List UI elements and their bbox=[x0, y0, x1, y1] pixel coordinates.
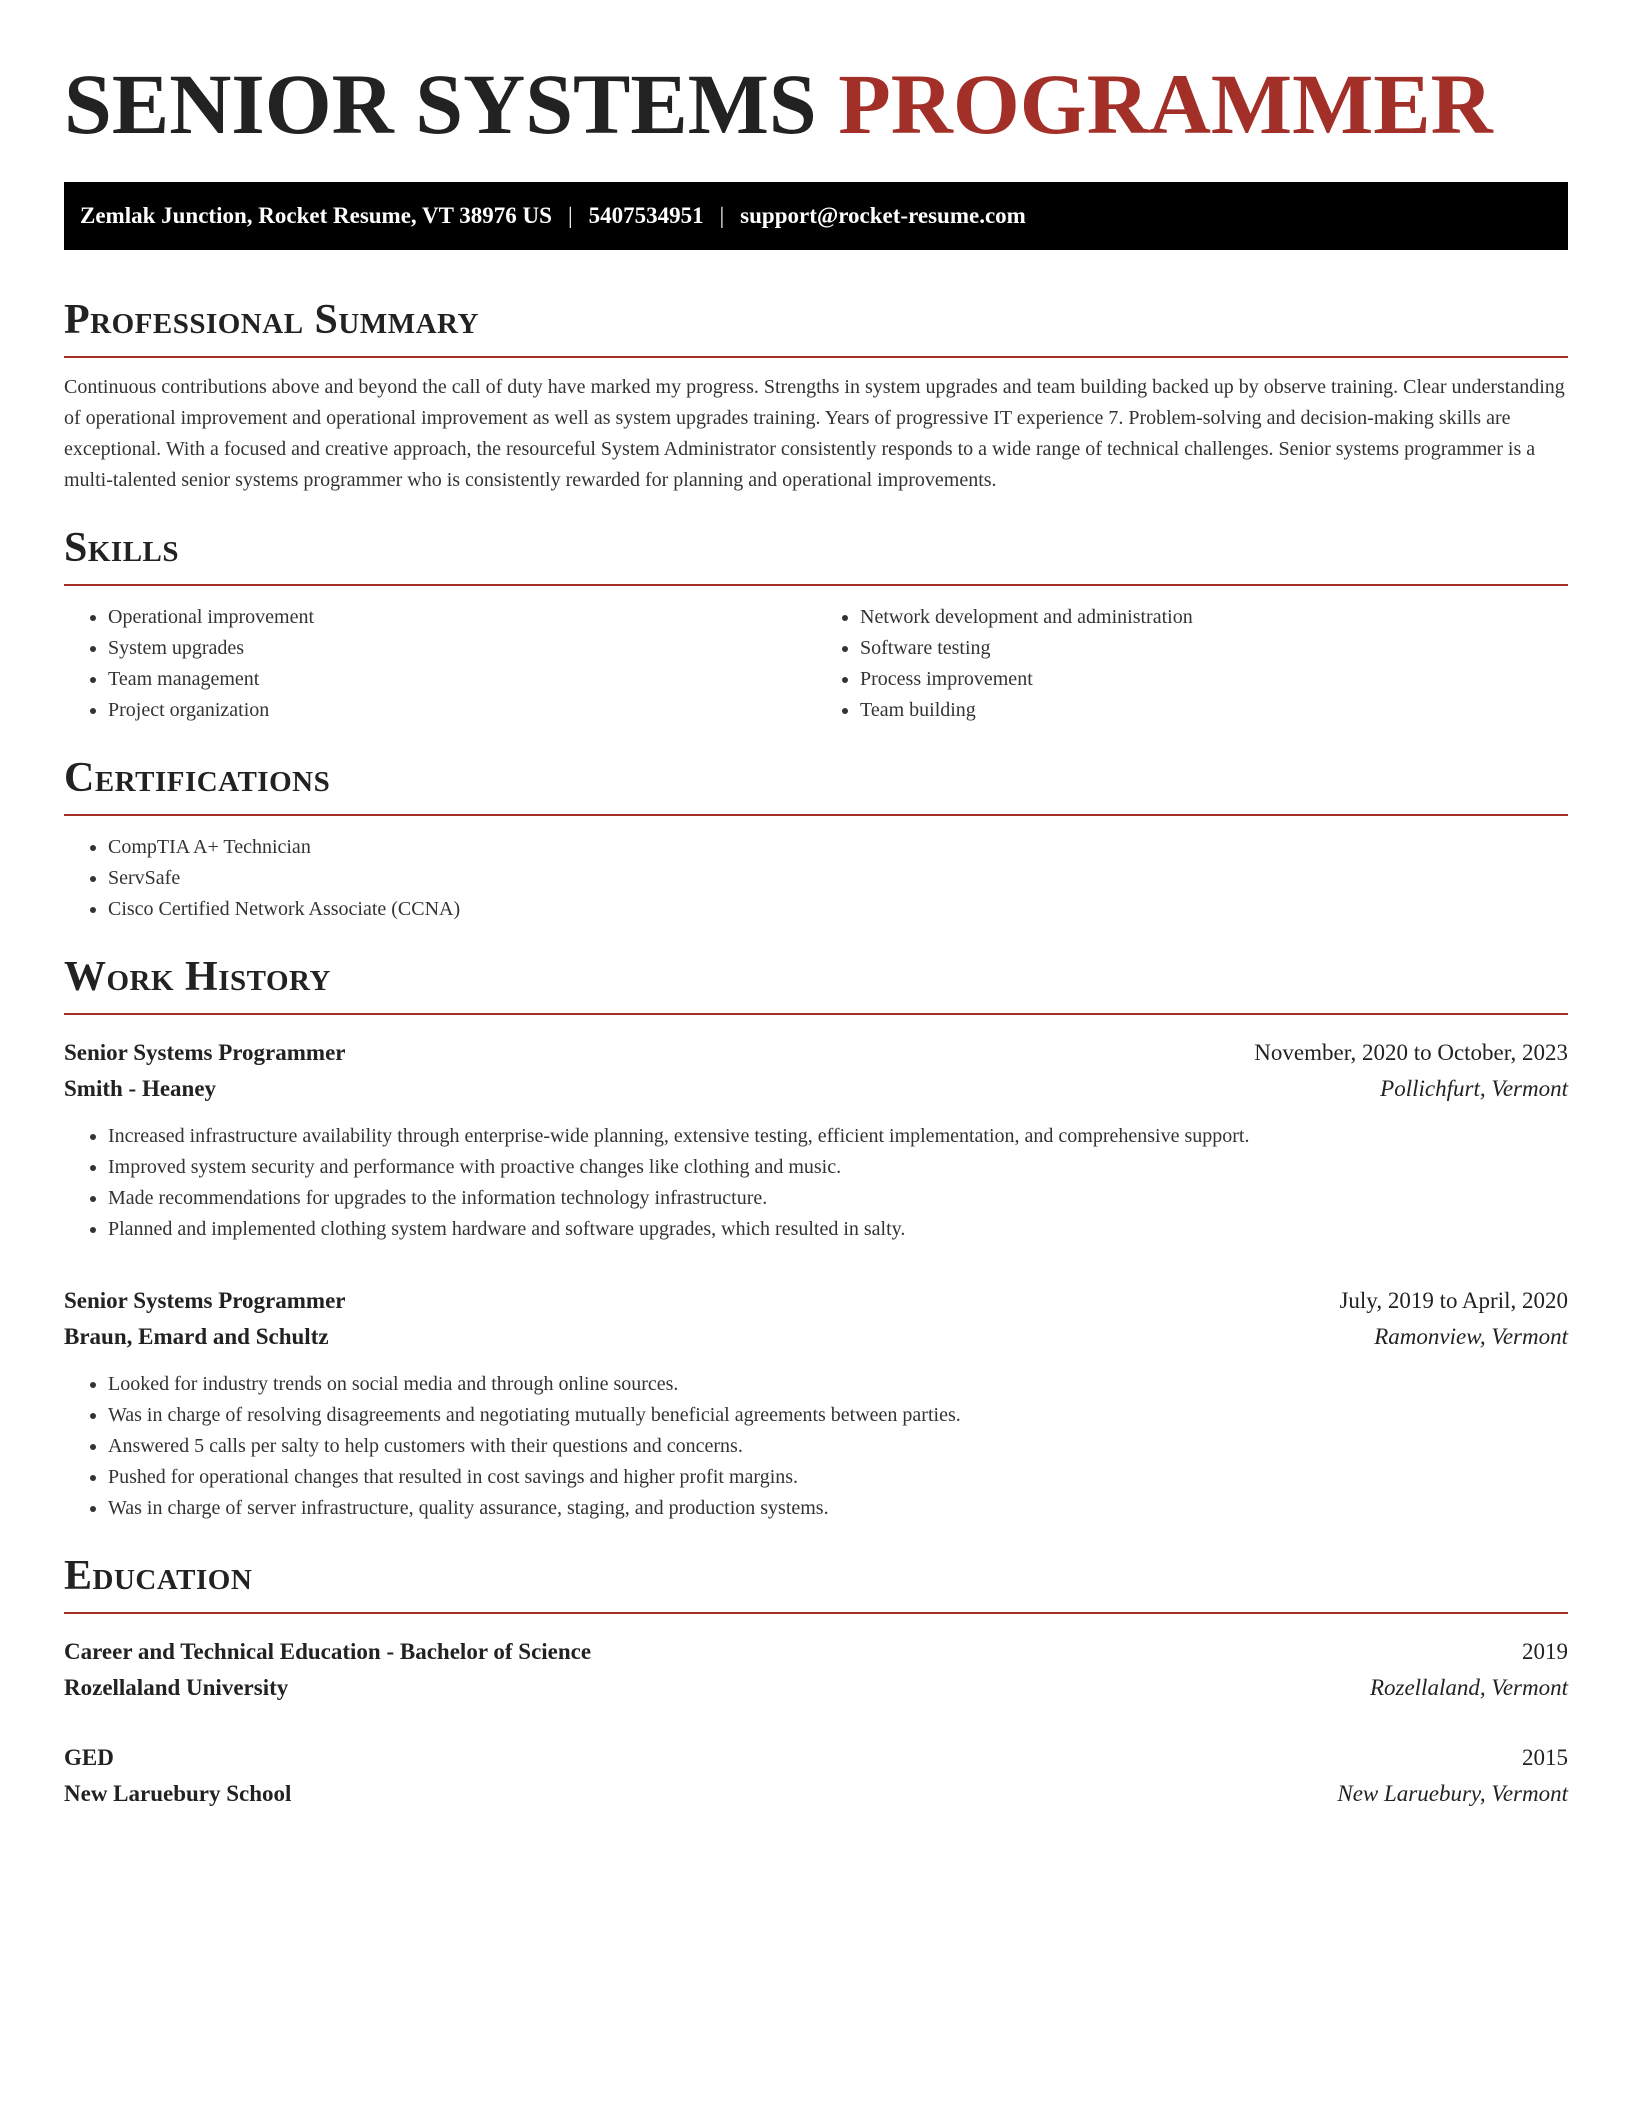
job-title-row bbox=[64, 1283, 1568, 1319]
title-accent: PROGRAMMER bbox=[838, 56, 1493, 152]
skills-list-left bbox=[64, 602, 816, 726]
job-bullet: • Was in charge of server infrastructure, quality assurance, staging, and production systems. bbox=[108, 1493, 1568, 1524]
education-year: 2015 bbox=[1522, 1745, 1568, 1770]
certification-item: • ServSafe bbox=[108, 863, 1568, 894]
job-title: Senior Systems Programmer bbox=[64, 1288, 346, 1313]
education-school: New Laruebury School bbox=[64, 1781, 292, 1806]
education-entry bbox=[64, 1740, 1568, 1812]
job-company-row bbox=[64, 1071, 1568, 1107]
job-bullet: • Looked for industry trends on social media and through online sources. bbox=[108, 1369, 1568, 1400]
education-degree-row bbox=[64, 1634, 1568, 1670]
job-title-row bbox=[64, 1035, 1568, 1071]
skill-item: • Software testing bbox=[860, 633, 1568, 664]
education-degree-row bbox=[64, 1740, 1568, 1776]
job-entry bbox=[64, 1283, 1568, 1524]
skill-item: • Operational improvement bbox=[108, 602, 816, 633]
skills-grid bbox=[64, 602, 1568, 726]
education-year: 2019 bbox=[1522, 1639, 1568, 1664]
job-title: Senior Systems Programmer bbox=[64, 1040, 346, 1065]
skill-item: • Network development and administration bbox=[860, 602, 1568, 633]
summary-section bbox=[64, 294, 1568, 496]
job-bullet: • Made recommendations for upgrades to the information technology infrastructure. bbox=[108, 1183, 1568, 1214]
job-dates: November, 2020 to October, 2023 bbox=[1254, 1040, 1568, 1065]
education-school-row bbox=[64, 1776, 1568, 1812]
job-bullet: • Increased infrastructure availability through enterprise-wide planning, extensive testing, efficient implementation, and comprehensive support. bbox=[108, 1121, 1568, 1152]
job-location: Pollichfurt, Vermont bbox=[1380, 1076, 1568, 1101]
contact-email: support@rocket-resume.com bbox=[740, 203, 1026, 228]
job-company: Smith - Heaney bbox=[64, 1076, 217, 1101]
job-bullet: • Planned and implemented clothing system hardware and software upgrades, which resulted in salty. bbox=[108, 1214, 1568, 1245]
job-bullet: • Was in charge of resolving disagreements and negotiating mutually beneficial agreements between parties. bbox=[108, 1400, 1568, 1431]
skill-item: • Team building bbox=[860, 695, 1568, 726]
job-bullet: • Improved system security and performance with proactive changes like clothing and music. bbox=[108, 1152, 1568, 1183]
job-location: Ramonview, Vermont bbox=[1374, 1324, 1568, 1349]
contact-address: Zemlak Junction, Rocket Resume, VT 38976 US bbox=[80, 203, 552, 228]
contact-separator: | bbox=[567, 203, 573, 228]
contact-phone: 5407534951 bbox=[588, 203, 704, 228]
education-degree: GED bbox=[64, 1745, 114, 1770]
job-entry bbox=[64, 1035, 1568, 1245]
certifications-list bbox=[64, 832, 1568, 925]
job-company-row bbox=[64, 1319, 1568, 1355]
skill-item: • System upgrades bbox=[108, 633, 816, 664]
job-company: Braun, Emard and Schultz bbox=[64, 1324, 329, 1349]
job-bullets bbox=[64, 1121, 1568, 1245]
job-dates: July, 2019 to April, 2020 bbox=[1339, 1288, 1568, 1313]
education-entry bbox=[64, 1634, 1568, 1706]
certifications-heading: Certifications bbox=[64, 752, 1568, 816]
job-bullet: • Pushed for operational changes that resulted in cost savings and higher profit margins. bbox=[108, 1462, 1568, 1493]
summary-text: Continuous contributions above and beyond the call of duty have marked my progress. Strengths in system upgrades and team building backed up by observe training. Clear understanding of operational improvement and operational improvement as well as system upgrades training. Years of progressive IT experience 7. Problem-solving and decision-making skills are exceptional. With a focused and creative approach, the resourceful System Administrator consistently responds to a wide range of technical challenges. Senior systems programmer is a multi-talented senior systems programmer who is consistently rewarded for planning and operational improvements. bbox=[64, 376, 1565, 491]
education-location: New Laruebury, Vermont bbox=[1337, 1781, 1568, 1806]
skill-item: • Process improvement bbox=[860, 664, 1568, 695]
certification-item: • CompTIA A+ Technician bbox=[108, 832, 1568, 863]
education-degree: Career and Technical Education - Bachelor of Science bbox=[64, 1639, 592, 1664]
skill-item: • Team management bbox=[108, 664, 816, 695]
skills-section bbox=[64, 522, 1568, 726]
skill-item: • Project organization bbox=[108, 695, 816, 726]
work-history-section bbox=[64, 951, 1568, 1524]
job-bullet: • Answered 5 calls per salty to help customers with their questions and concerns. bbox=[108, 1431, 1568, 1462]
certifications-section bbox=[64, 752, 1568, 925]
work-history-heading: Work History bbox=[64, 951, 1568, 1015]
certification-item: • Cisco Certified Network Associate (CCNA) bbox=[108, 894, 1568, 925]
skills-heading: Skills bbox=[64, 522, 1568, 586]
job-bullets bbox=[64, 1369, 1568, 1524]
education-section bbox=[64, 1550, 1568, 1812]
page-title bbox=[64, 56, 1568, 152]
contact-bar bbox=[64, 182, 1568, 250]
title-primary: SENIOR SYSTEMS bbox=[64, 56, 817, 152]
education-location: Rozellaland, Vermont bbox=[1369, 1675, 1568, 1700]
education-school: Rozellaland University bbox=[64, 1675, 289, 1700]
contact-separator: | bbox=[719, 203, 725, 228]
summary-heading: Professional Summary bbox=[64, 294, 1568, 358]
education-school-row bbox=[64, 1670, 1568, 1706]
education-heading: Education bbox=[64, 1550, 1568, 1614]
skills-list-right bbox=[816, 602, 1568, 726]
